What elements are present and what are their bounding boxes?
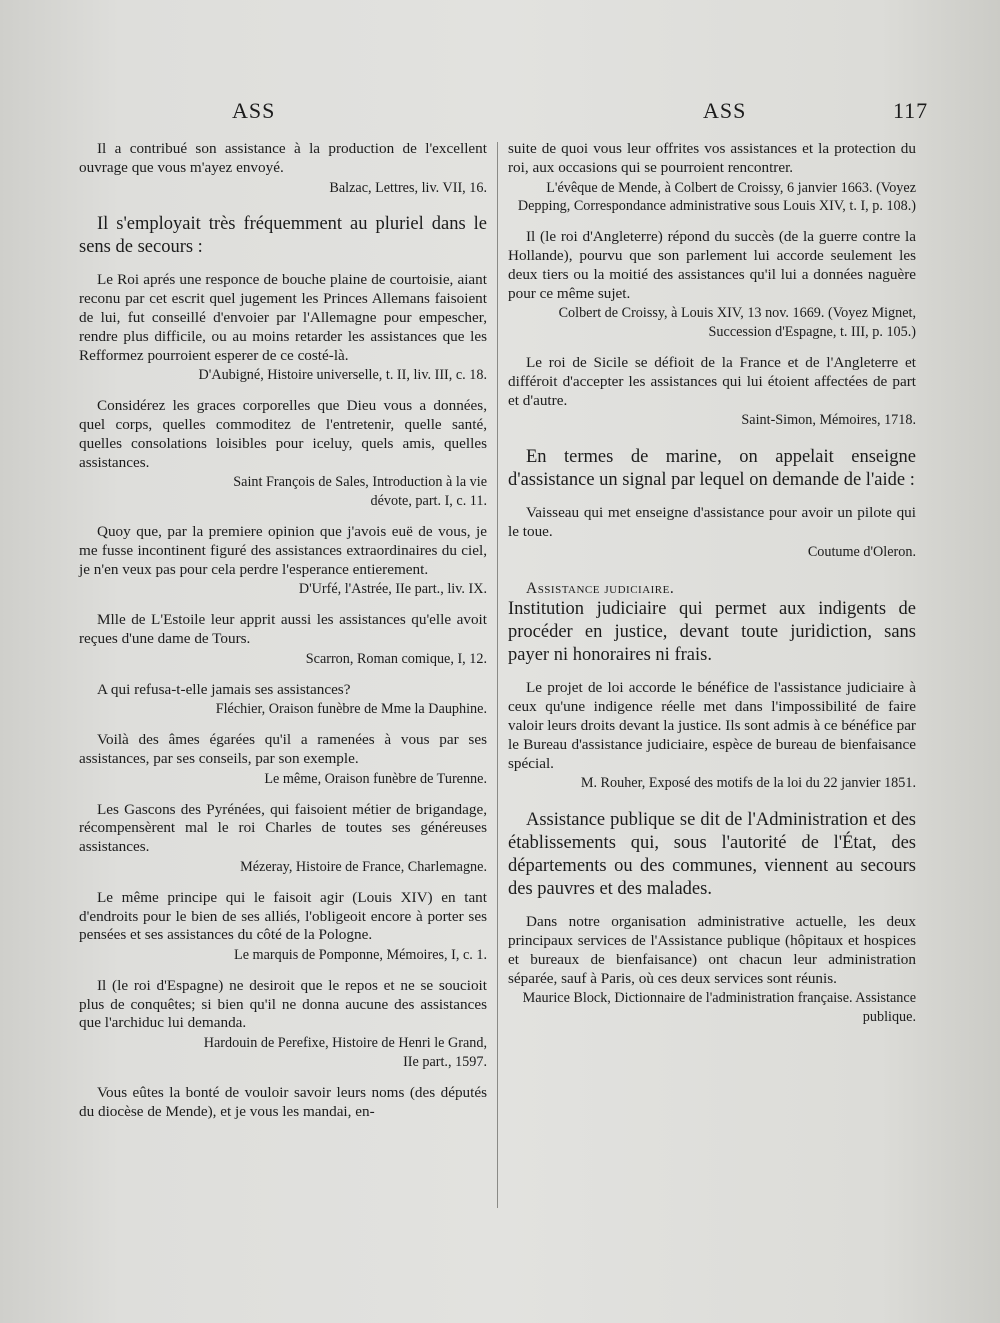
citation-source: Hardouin de Perefixe, Histoire de Henri le Grand,	[203, 1035, 487, 1052]
quotation: Vous eûtes la bonté de vouloir savoir leurs noms (des députés du diocèse de Mende), et je vous les mandai, en-	[79, 1083, 487, 1120]
citation-source: Saint François de Sales, Introduction à la vie	[233, 474, 487, 491]
header-right-word: ASS	[703, 98, 747, 123]
quotation: Mlle de L'Estoile leur apprit aussi les assistances qu'elle avoit reçues d'une dame de Tours.	[79, 611, 487, 647]
citation-source-cont: dévote, part. I, c. 11.	[370, 493, 487, 510]
quotation: Il (le roi d'Angleterre) répond du succès (de la guerre contre la Hollande), pourvu que son parlement lui accorde seulement les deux tiers ou la moitié des assistances qu'il lui a données naguère pour ce même sujet.	[508, 228, 916, 302]
definition-text: En termes de marine, on appelait enseigne d'assistance un signal par lequel on demande de l'aide :	[508, 447, 916, 491]
citation-source: Colbert de Croissy, à Louis XIV, 13 nov. 1669. (Voyez Mignet, Succession d'Espagne, t. III, p. 105.)	[558, 305, 916, 341]
quotation: Les Gascons des Pyrénées, qui faisoient métier de brigandage, récompensèrent mal le roi Charles de toutes ses généreuses assistances.	[79, 800, 487, 856]
citation-source: Mézeray, Histoire de France, Charlemagne.	[240, 858, 487, 875]
quotation: Il (le roi d'Espagne) ne desiroit que le repos et ne se soucioit plus de conquêtes; si bien qu'il ne donna aucune des assistances que l'archiduc lui demanda.	[79, 976, 487, 1032]
definition-text: Il s'employait très fréquemment au pluriel dans le sens de secours :	[79, 214, 487, 258]
citation-source: Fléchier, Oraison funèbre de Mme la Dauphine.	[215, 701, 487, 718]
section-heading: Assistance judiciaire.	[526, 579, 675, 597]
quotation: Il a contribué son assistance à la production de l'excellent ouvrage que vous m'ayez envoyé.	[79, 140, 487, 176]
quotation-continued: suite de quoi vous leur offrites vos assistances et la protection du roi, aux occasions qui se pourroient rencontrer.	[508, 140, 916, 176]
citation-source: Balzac, Lettres, liv. VII, 16.	[329, 179, 487, 196]
quotation: Le Roi aprés une responce de bouche plaine de courtoisie, aiant reconu par cet escrit quel jugement les Princes Allemans faisoient de lui, fut conseillé d'envoier par l'Allemagne pour empescher, rendre plus difficile, ou au moins retarder les assistances que les Refformez pourroient esperer de ce costé-là.	[79, 271, 487, 364]
quotation: Quoy que, par la premiere opinion que j'avois euë de vous, je me fusse incontinent figuré des assistances extraordinaires du ciel, je n'en veux pas pour cela perdre l'esperance entierement.	[79, 522, 487, 578]
quotation: Le roi de Sicile se défioit de la France et de l'Angleterre et différoit d'accepter les assistances qui lui étoient affectées de part et d'autre.	[508, 353, 916, 409]
citation-source: M. Rouher, Exposé des motifs de la loi du 22 janvier 1851.	[580, 775, 916, 792]
quotation: Voilà des âmes égarées qu'il a ramenées à vous par ses assistances, par ses conseils, par son exemple.	[79, 731, 487, 767]
quotation: Considérez les graces corporelles que Dieu vous a données, quel corps, quelles commoditez de l'entretenir, quelle santé, quelles consolations loisibles pour iceluy, quels amis, quelles assistances.	[79, 397, 487, 471]
column-divider	[497, 142, 498, 1208]
citation-source: Maurice Block, Dictionnaire de l'administration française. Assistance publique.	[522, 990, 916, 1026]
left-column	[79, 140, 487, 1121]
citation-source: Le marquis de Pomponne, Mémoires, I, c. 1.	[234, 947, 487, 964]
citation-source-cont: IIe part., 1597.	[403, 1054, 487, 1071]
quotation: Le même principe qui le faisoit agir (Louis XIV) en tant d'endroits pour le bien de ses alliés, l'obligeoit encore à porter ses pensées et ses assistances du côté de la Pologne.	[79, 888, 487, 944]
header-left-word: ASS	[232, 98, 276, 123]
quotation: Vaisseau qui met enseigne d'assistance pour avoir un pilote qui le toue.	[508, 504, 916, 540]
definition-text: Assistance publique se dit de l'Administration et des établissements qui, sous l'autorité de l'État, des départements ou des communes, viennent au secours des pauvres et des malades.	[508, 810, 916, 900]
citation-source: L'évêque de Mende, à Colbert de Croissy, 6 janvier 1663. (Voyez Depping, Correspondance administrative sous Louis XIV, t. I, p. 108.)	[517, 179, 916, 215]
right-column	[508, 140, 916, 1027]
definition-text: Institution judiciaire qui permet aux indigents de procéder en justice, devant toute juridiction, sans payer ni honoraires ni frais.	[508, 599, 916, 666]
page-number: 117	[893, 98, 929, 123]
citation-source: Coutume d'Oleron.	[807, 543, 916, 560]
citation-source: Saint-Simon, Mémoires, 1718.	[741, 412, 916, 429]
running-header	[0, 98, 1000, 128]
quotation: Le projet de loi accorde le bénéfice de l'assistance judiciaire à ceux qu'une indigence réelle met dans l'impossibilité de faire valoir leurs droits devant la justice. Ils sont admis à ce bénéfice par le Bureau d'assistance judiciaire, espèce de bureau de bienfaisance spécial.	[508, 679, 916, 772]
citation-source: D'Urfé, l'Astrée, IIe part., liv. IX.	[298, 581, 487, 598]
quotation: Dans notre organisation administrative actuelle, les deux principaux services de l'Assistance publique (hôpitaux et hospices et bureaux de bienfaisance) ont chacun leur administration séparée, sauf à Paris, où ces deux services sont réunis.	[508, 913, 916, 987]
citation-source: D'Aubigné, Histoire universelle, t. II, liv. III, c. 18.	[198, 367, 487, 384]
quotation: A qui refusa-t-elle jamais ses assistances?	[97, 680, 351, 698]
citation-source: Le même, Oraison funèbre de Turenne.	[264, 770, 487, 787]
citation-source: Scarron, Roman comique, I, 12.	[305, 650, 487, 667]
